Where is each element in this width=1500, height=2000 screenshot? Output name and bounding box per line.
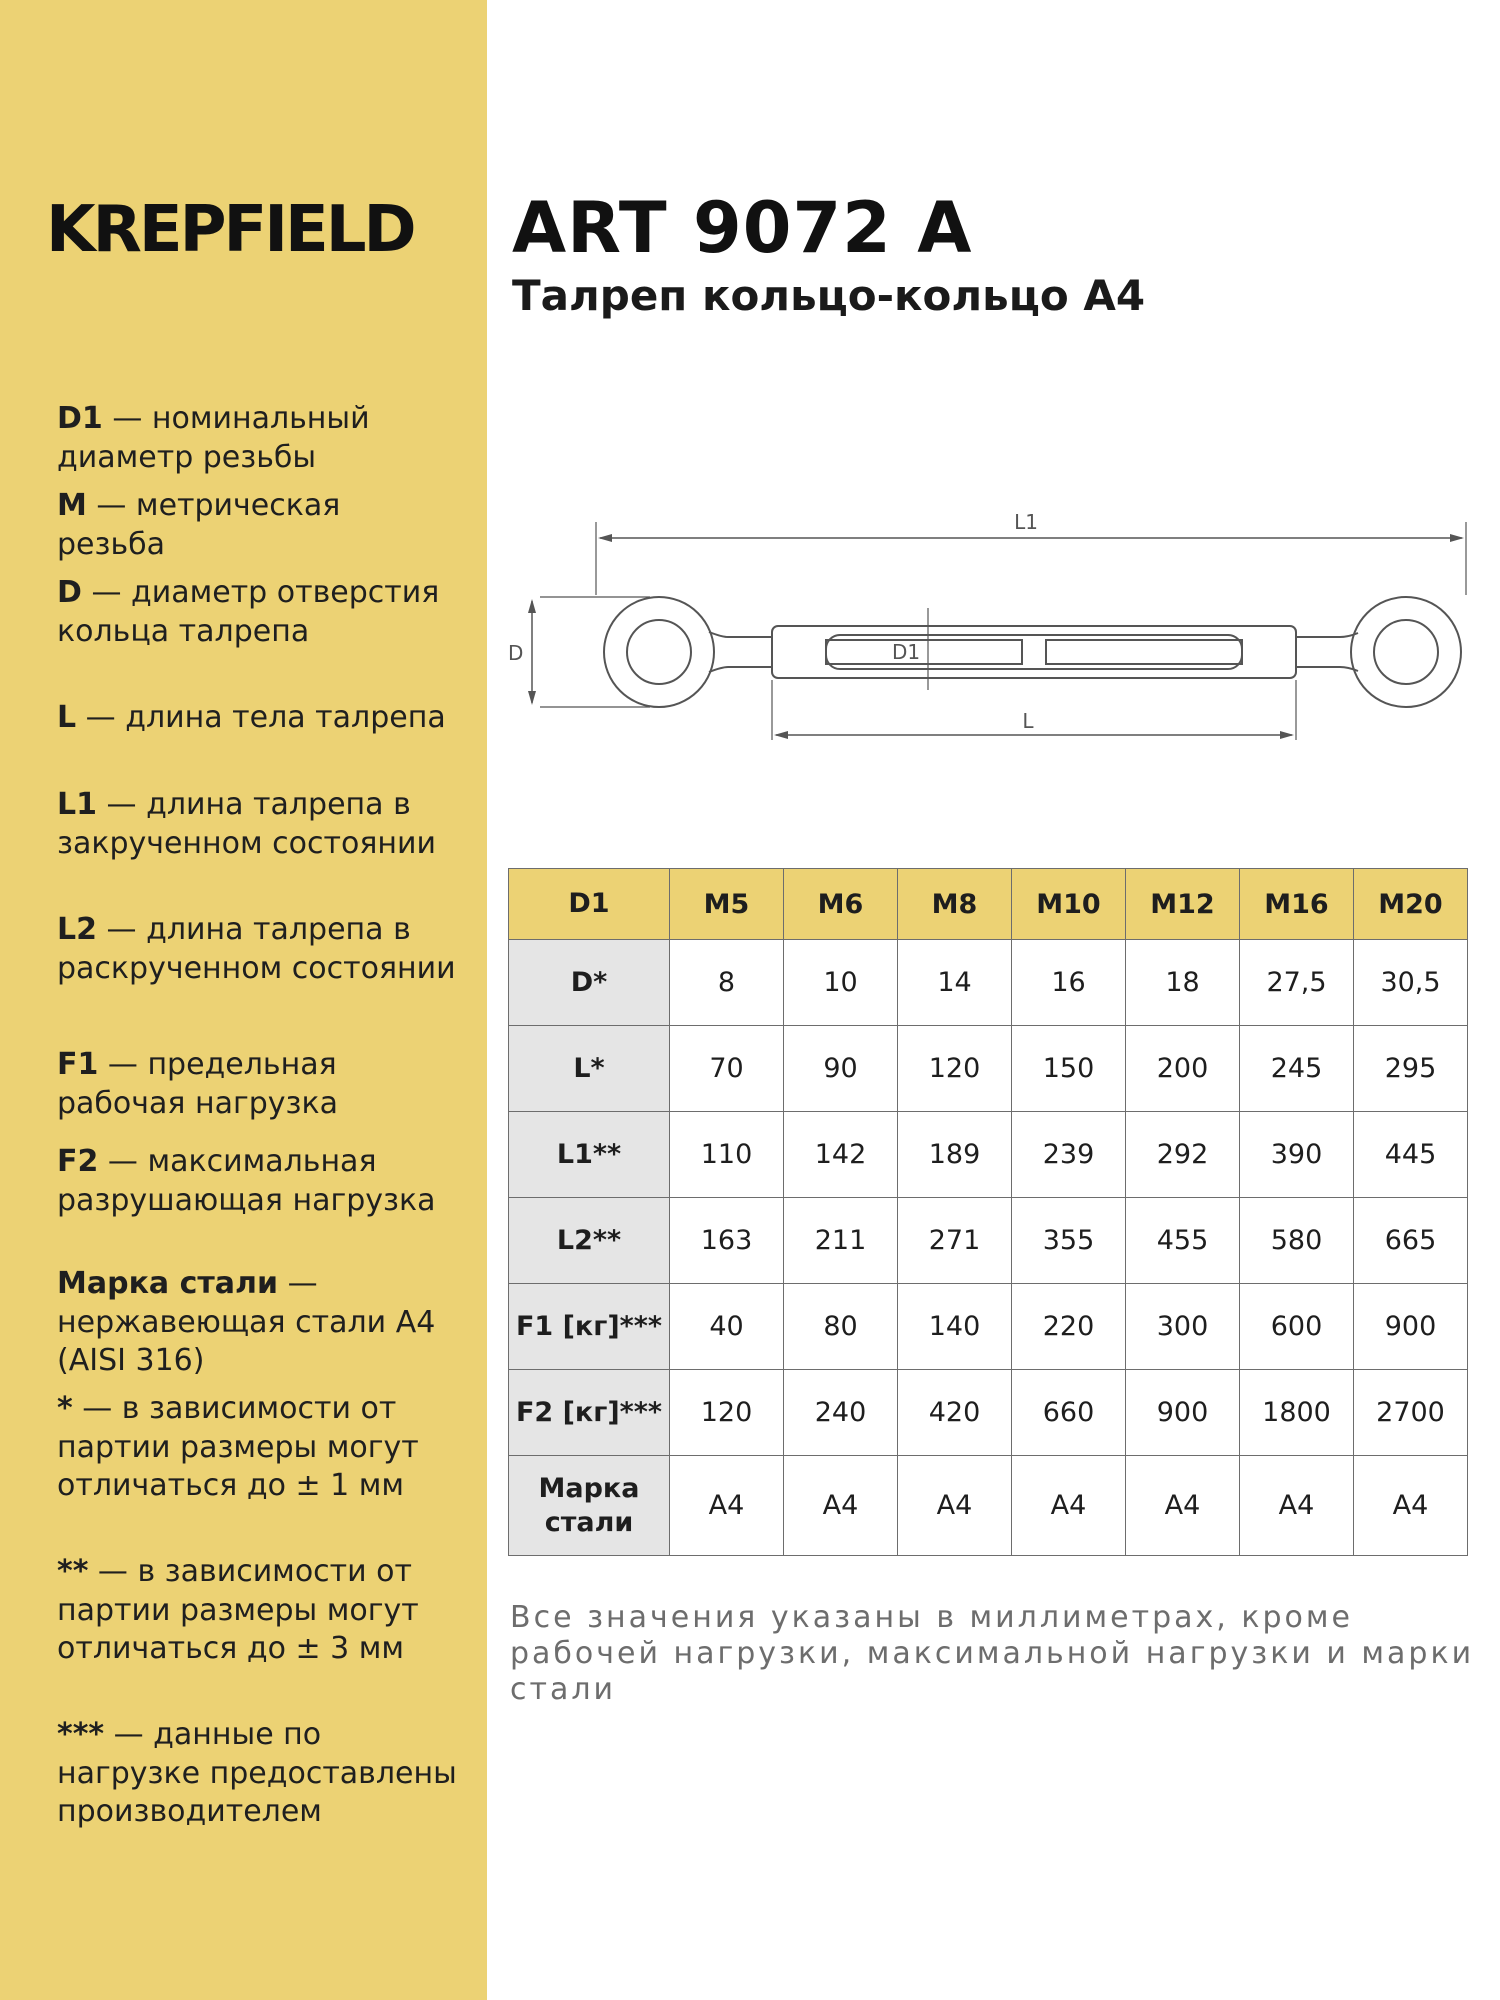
legend-item-d1: D1 — номинальный диаметр резьбы bbox=[57, 401, 370, 475]
table-row bbox=[509, 1370, 1468, 1456]
label-d1: D1 bbox=[892, 640, 921, 664]
table-cell: 70 bbox=[670, 1026, 784, 1112]
table-cell: 14 bbox=[898, 940, 1012, 1026]
table-cell: А4 bbox=[1126, 1456, 1240, 1556]
legend-item-star3: *** — данные по нагрузке предоставлены производителем bbox=[57, 1717, 457, 1829]
legend-item-star1: * — в зависимости от партии размеры могут отличаться до ± 1 мм bbox=[57, 1391, 419, 1503]
legend-item-d: D — диаметр отверстия кольца талрепа bbox=[57, 575, 440, 649]
table-cell: 150 bbox=[1012, 1026, 1126, 1112]
table-cell: 900 bbox=[1126, 1370, 1240, 1456]
legend-item-star2: ** — в зависимости от партии размеры могут отличаться до ± 3 мм bbox=[57, 1554, 419, 1666]
table-cell: А4 bbox=[898, 1456, 1012, 1556]
table-row bbox=[509, 1026, 1468, 1112]
turnbuckle-diagram bbox=[500, 500, 1490, 750]
table-cell: 40 bbox=[670, 1284, 784, 1370]
table-header-row bbox=[509, 869, 1468, 940]
legend-item-steel: Марка стали — нержавеющая стали А4 (AISI 316) bbox=[57, 1266, 436, 1378]
table-cell: 140 bbox=[898, 1284, 1012, 1370]
table-cell: 200 bbox=[1126, 1026, 1240, 1112]
table-row bbox=[509, 1456, 1468, 1556]
table-cell: 30,5 bbox=[1354, 940, 1468, 1026]
label-d: D bbox=[508, 641, 524, 665]
table-cell: 580 bbox=[1240, 1198, 1354, 1284]
table-cell: 220 bbox=[1012, 1284, 1126, 1370]
table-row bbox=[509, 1112, 1468, 1198]
page-title: ART 9072 A bbox=[512, 187, 973, 269]
row-header: L* bbox=[509, 1026, 670, 1112]
spec-table bbox=[508, 868, 1468, 1556]
row-header: D* bbox=[509, 940, 670, 1026]
label-l: L bbox=[1022, 709, 1034, 733]
table-cell: А4 bbox=[670, 1456, 784, 1556]
table-cell: 665 bbox=[1354, 1198, 1468, 1284]
column-header: M10 bbox=[1012, 869, 1126, 940]
row-header: L1** bbox=[509, 1112, 670, 1198]
table-cell: 120 bbox=[670, 1370, 784, 1456]
table-corner: D1 bbox=[509, 869, 670, 940]
legend-item-f2: F2 — максимальная разрушающая нагрузка bbox=[57, 1144, 436, 1218]
table-cell: 10 bbox=[784, 940, 898, 1026]
table-cell: 240 bbox=[784, 1370, 898, 1456]
table-cell: 120 bbox=[898, 1026, 1012, 1112]
table-cell: 900 bbox=[1354, 1284, 1468, 1370]
table-cell: А4 bbox=[1012, 1456, 1126, 1556]
units-footnote: Все значения указаны в миллиметрах, кроме рабочей нагрузки, максимальной нагрузки и марки стали bbox=[510, 1600, 1475, 1707]
label-l1: L1 bbox=[1014, 510, 1038, 534]
table-cell: А4 bbox=[784, 1456, 898, 1556]
table-cell: 16 bbox=[1012, 940, 1126, 1026]
table-cell: 292 bbox=[1126, 1112, 1240, 1198]
table-cell: 300 bbox=[1126, 1284, 1240, 1370]
table-cell: 1800 bbox=[1240, 1370, 1354, 1456]
table-row bbox=[509, 940, 1468, 1026]
table-cell: 110 bbox=[670, 1112, 784, 1198]
row-header: Марка стали bbox=[509, 1456, 670, 1556]
row-header: F2 [кг]*** bbox=[509, 1370, 670, 1456]
table-cell: 455 bbox=[1126, 1198, 1240, 1284]
table-cell: 189 bbox=[898, 1112, 1012, 1198]
table-row bbox=[509, 1284, 1468, 1370]
legend-item-l1: L1 — длина талрепа в закрученном состоянии bbox=[57, 787, 437, 861]
table-cell: 420 bbox=[898, 1370, 1012, 1456]
page-subtitle: Талреп кольцо-кольцо А4 bbox=[512, 271, 1146, 320]
table-cell: 27,5 bbox=[1240, 940, 1354, 1026]
table-cell: 355 bbox=[1012, 1198, 1126, 1284]
legend-item-m: M — метрическая резьба bbox=[57, 488, 341, 562]
table-cell: 211 bbox=[784, 1198, 898, 1284]
table-row bbox=[509, 1198, 1468, 1284]
column-header: M8 bbox=[898, 869, 1012, 940]
column-header: M6 bbox=[784, 869, 898, 940]
table-cell: 8 bbox=[670, 940, 784, 1026]
table-cell: 142 bbox=[784, 1112, 898, 1198]
column-header: M16 bbox=[1240, 869, 1354, 940]
sidebar bbox=[0, 0, 487, 2000]
table-cell: 80 bbox=[784, 1284, 898, 1370]
table-cell: 2700 bbox=[1354, 1370, 1468, 1456]
column-header: M12 bbox=[1126, 869, 1240, 940]
legend-item-f1: F1 — предельная рабочая нагрузка bbox=[57, 1047, 338, 1121]
legend-item-l: L — длина тела талрепа bbox=[57, 700, 446, 735]
table-cell: 445 bbox=[1354, 1112, 1468, 1198]
table-cell: 600 bbox=[1240, 1284, 1354, 1370]
table-cell: 18 bbox=[1126, 940, 1240, 1026]
row-header: F1 [кг]*** bbox=[509, 1284, 670, 1370]
legend-item-l2: L2 — длина талрепа в раскрученном состоянии bbox=[57, 912, 456, 986]
table-cell: 295 bbox=[1354, 1026, 1468, 1112]
column-header: M5 bbox=[670, 869, 784, 940]
table-cell: 163 bbox=[670, 1198, 784, 1284]
table-cell: 660 bbox=[1012, 1370, 1126, 1456]
column-header: M20 bbox=[1354, 869, 1468, 940]
row-header: L2** bbox=[509, 1198, 670, 1284]
table-cell: 90 bbox=[784, 1026, 898, 1112]
brand-logo: KREPFIELD bbox=[46, 193, 414, 267]
table-cell: 390 bbox=[1240, 1112, 1354, 1198]
table-cell: 239 bbox=[1012, 1112, 1126, 1198]
table-cell: 271 bbox=[898, 1198, 1012, 1284]
table-cell: 245 bbox=[1240, 1026, 1354, 1112]
table-cell: А4 bbox=[1240, 1456, 1354, 1556]
table-cell: А4 bbox=[1354, 1456, 1468, 1556]
